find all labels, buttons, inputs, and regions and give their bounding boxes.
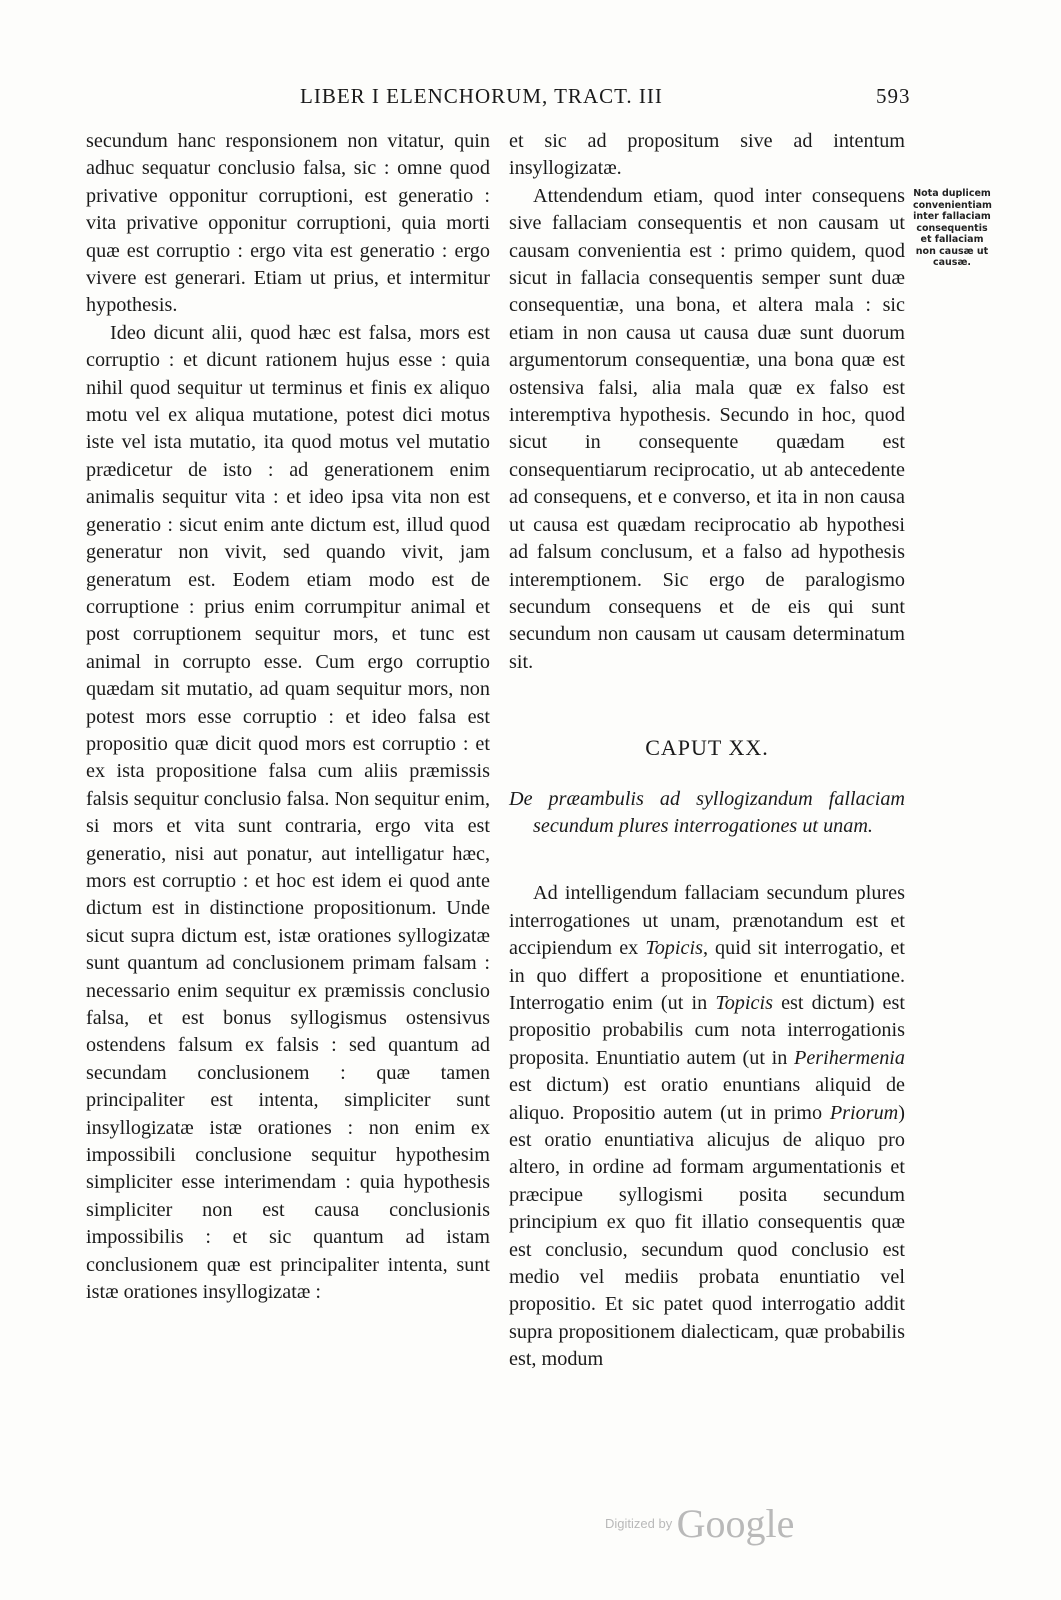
chapter-title: CAPUT XX. [645,735,769,761]
paragraph: et sic ad propositum sive ad intentum insyllogizatæ. [509,130,905,180]
paragraph: Attendendum etiam, quod inter consequens sive fallaciam consequentis et non causam ut causam convenientia est : primo quidem, quod sicut in fallacia consequentis semper sunt duæ consequentiæ, una bona, et altera mala : sic etiam in non causa ut causa duæ sunt duorum argumentorum consequentiæ, una bona quæ est ostensiva falsi, alia mala quæ ex falso est interemptiva hypothesis. Secundo in hoc, quod sicut in consequente quædam est consequentiarum reciprocatio, ut ab antecedente ad consequens, et e converso, et ita in non causa ut causa est quædam reciprocatio ab hypothesi ad falsum conclusum, et a falso ad hypothesis interemptionem. Sic ergo de paralogismo secundum consequens et de eis qui sunt secundum non causam ut causam determinatum sit. [509,184,905,673]
paragraph: secundum hanc responsionem non vitatur, quin adhuc sequatur conclusio falsa, sic : omne quod privative opponitur corruptioni, est generatio : vita privative opponitur corruptioni, quia morti quæ est corruptio : ergo vita est generatio : ergo vivere est generari. Etiam ut prius, et intermitur hypothesis. [86,130,490,317]
digitized-label: Digitized by [605,1516,673,1531]
text-run: est dictum) est oratio enuntians aliquid de aliquo. Propositio autem (ut in primo [509,1074,905,1124]
google-logo: Google [676,1501,795,1546]
paragraph: Ideo dicunt alii, quod hæc est falsa, mors est corruptio : et dicunt rationem hujus esse : quia nihil quod sequitur ut terminus et finis ex aliquo motu vel ex aliqua mutatione, potest dici motus iste vel ista mutatio, ita quod motus vel mutatio prædicetur de isto : ad generationem enim animalis sequitur vita : et ideo ipsa vita non est generatio : sicut enim ante dictum est, illud quod generatur non vivit, sed quando vivit, jam generatum est. Eodem etiam modo est de corruptione : prius enim corrumpitur animal et post corruptionem sequitur mors, et tunc est animal in corrupto esse. Cum ergo corruptio quædam sit mutatio, ad quam sequitur mors, non potest mors esse corruptio : et ideo falsa est propositio quæ dicit quod mors est corruptio : et ex ista propositione falsa cum aliis præmissis falsis sequitur conclusio falsa. Non sequitur enim, si mors et vita sunt contraria, ergo vita est generatio, nisi aut ponatur, aut intelligatur hæc, mors est corruptio : et hoc est idem ei quod ante dictum est in distinctione propositionum. Unde sicut supra dictum est, istæ orationes syllogizatæ sunt quantum ad conclusionem primam falsam : necessario enim sequitur ex præmissis conclusio falsa, et est bonus syllogismus ostensivus ostendens falsum ex falsis : sed quantum ad secundam conclusionem : quæ tamen principaliter est intenta, simpliciter sunt insyllogizatæ istæ orationes : non enim ex impossibili conclusione sequitur hypothesim simpliciter esse interimendam : quia hypothesis simpliciter non est causa conclusionis impossibilis : et sic quantum ad istam conclusionem quæ est principaliter intenta, sunt istæ orationes insyllogizatæ : [86,321,490,1304]
text-run: ) est oratio enuntiativa alicujus de aliquo pro altero, in ordine ad formam argumentationis et præcipue syllogismi posita secundum principium ex quo fit illatio consequentis quæ est conclusio, secundum quod conclusio est medio vel mediis probata enuntiatio vel propositio. Et sic patet quod interrogatio addit supra propositionem dialecticam, quæ probabilis est, modum [509,1101,905,1371]
chapter-subtitle: De præambulis ad syllogizandum fallaciam secundum plures interrogationes ut unam. [509,787,905,837]
text-run: , quid sit interrogatio, et in quo differt a propositione et enuntiatione. Interrogatio enim (ut in [509,937,905,1014]
book-title: Topicis [715,991,773,1014]
digitized-watermark [605,1500,794,1547]
book-title: Priorum [829,1101,899,1124]
text-run: Ad intelligendum fallaciam secundum plures interrogationes ut unam, prænotandum est et accipiendum ex [509,882,905,960]
right-column [509,128,905,1374]
book-title: Topicis [645,937,703,960]
text-run: est dictum) est propositio probabilis cum nota interrogationis proposita. Enuntiatio autem (ut in [509,991,905,1069]
left-column [86,128,490,1306]
running-title: LIBER I ELENCHORUM, TRACT. III [300,84,663,108]
book-title: Perihermenia [793,1046,905,1069]
paragraph [509,880,905,1373]
page-number: 593 [876,84,911,108]
margin-note: Nota duplicem convenientiam inter fallaciam consequentis et fallaciam non causæ ut causæ. [913,188,992,268]
